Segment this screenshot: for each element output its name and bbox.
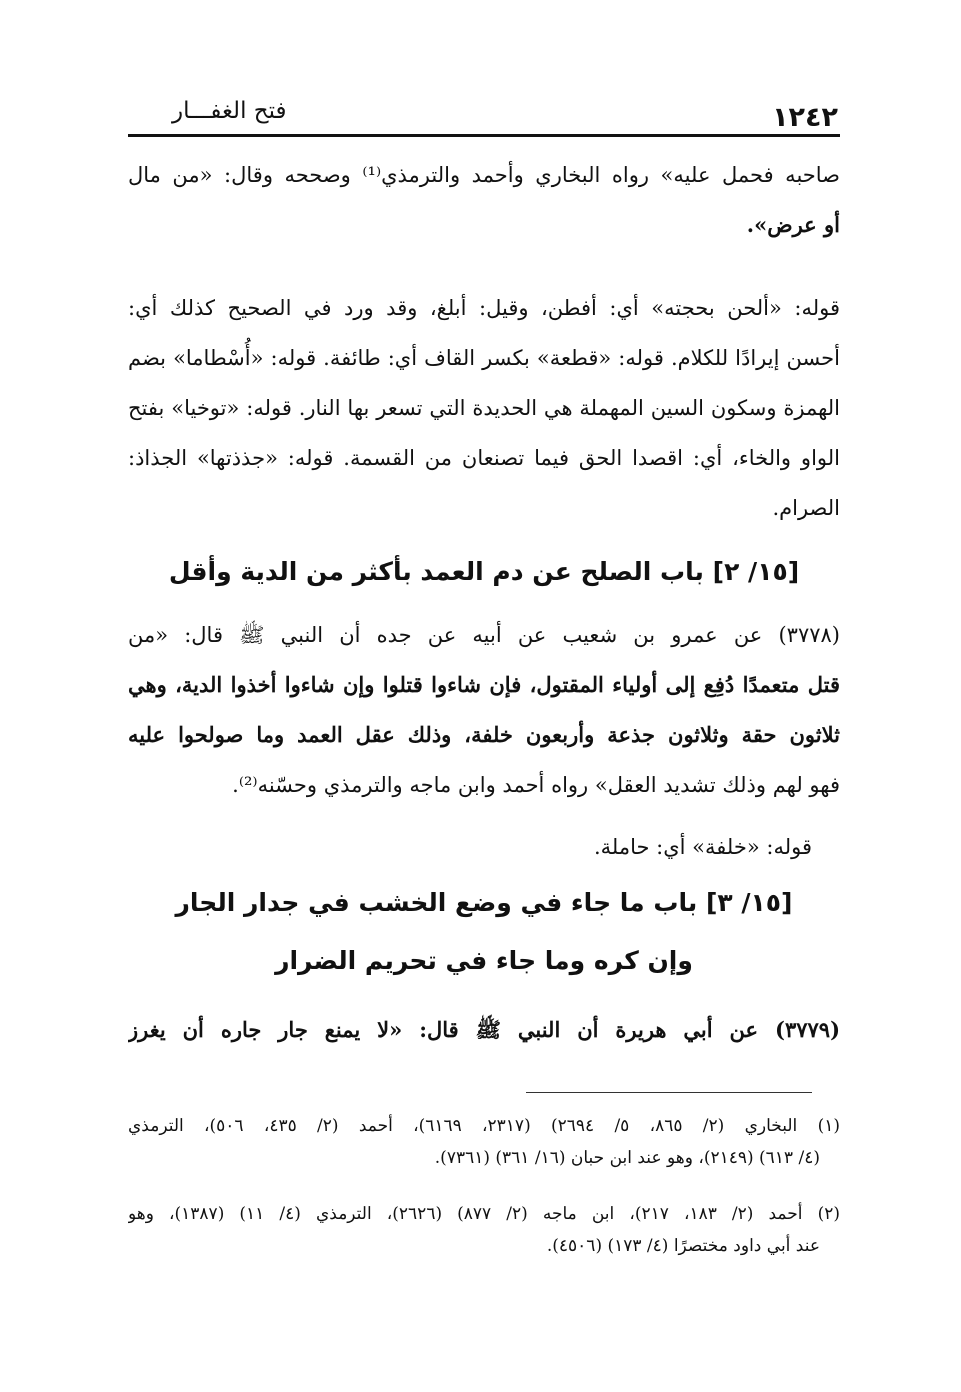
page-number: ١٢٤٢	[772, 102, 838, 133]
text-line: قوله: «خلفة» أي: حاملة.	[593, 835, 812, 859]
chapter-heading: [١٥/ ٢] باب الصلح عن دم العمد بأكثر من الدية وأقل	[168, 557, 800, 586]
intro-paragraph	[128, 150, 840, 250]
commentary-paragraph	[128, 822, 840, 872]
text-line: أو عرض».	[746, 212, 840, 237]
footnote-line: عند أبي داود مختصرًا (٤/ ١٧٣) (٤٥٠٦).	[546, 1236, 820, 1256]
footnote-separator	[526, 1092, 812, 1093]
text-line: أحسن إيرادًا للكلام. قوله: «قطعة» بكسر القاف أي: طائفة. قوله: «أُسْطاما» بضم	[128, 346, 840, 370]
footnote	[128, 1110, 840, 1174]
header-rule	[128, 134, 840, 137]
text-line: الواو والخاء، أي: اقصدا الحق فيما تصنعان من القسمة. قوله: «جذذتها» الجذاذ:	[128, 446, 840, 470]
chapter-heading: [١٥/ ٣] باب ما جاء في وضع الخشب في جدار الجار	[175, 888, 793, 917]
text-line: قتل متعمدًا دُفِع إلى أولياء المقتول، فإن شاءوا قتلوا وإن شاءوا أخذوا الدية، وهي	[128, 672, 840, 697]
commentary-paragraph	[128, 283, 840, 533]
text-line: (٣٧٧٩) عن أبي هريرة أن النبي ﷺ قال: «لا يمنع جار جاره أن يغرز	[128, 1017, 840, 1042]
footnote-line: (٢) أحمد (٢/ ١٨٣، ٢١٧)، ابن ماجه (٢/ ٨٧٧) (٢٦٢٦)، الترمذي (٤/ ١١) (١٣٨٧)، وهو	[128, 1204, 840, 1224]
footnote	[128, 1198, 840, 1262]
text-line: (٣٧٧٨) عن عمرو بن شعيب عن أبيه عن جده أن النبي ﷺ قال: «من	[128, 623, 840, 647]
chapter-heading: وإن كره وما جاء في تحريم الضرار	[275, 946, 693, 975]
running-title: فتح الغفـــار	[172, 98, 287, 124]
page-header	[128, 88, 840, 138]
text-line: صاحبه فحمل عليه» رواه البخاري وأحمد والترمذي⁽¹⁾ وصححه وقال: «من مال	[128, 163, 840, 187]
footnote-line: (١) البخاري (٢/ ٨٦٥، ٥/ ٢٦٩٤) (٢٣١٧، ٦١٦٩)، أحمد (٢/ ٤٣٥، ٥٠٦)، الترمذي	[128, 1116, 840, 1136]
hadith-paragraph	[128, 610, 840, 810]
text-line: الهمزة وسكون السين المهملة هي الحديدة التي تسعر بها النار. قوله: «توخيا» بفتح	[128, 396, 840, 420]
text-line: الصرام.	[772, 496, 840, 520]
text-line: قوله: «ألحن بحجته» أي: أفطن، وقيل: أبلغ، وقد ورد في الصحيح كذلك أي:	[128, 296, 840, 320]
text-line: ثلاثون حقة وثلاثون جذعة وأربعون خلفة، وذلك عقل العمد وما صولحوا عليه	[128, 722, 840, 747]
hadith-paragraph	[128, 1005, 840, 1055]
footnote-line: (٤/ ٦١٣) (٢١٤٩)، وهو عند ابن حبان (١٦/ ٣٦١) (٧٣٦١).	[434, 1148, 820, 1168]
text-line: فهو لهم وذلك تشديد العقل» رواه أحمد وابن ماجه والترمذي وحسّنه⁽²⁾.	[232, 773, 840, 797]
